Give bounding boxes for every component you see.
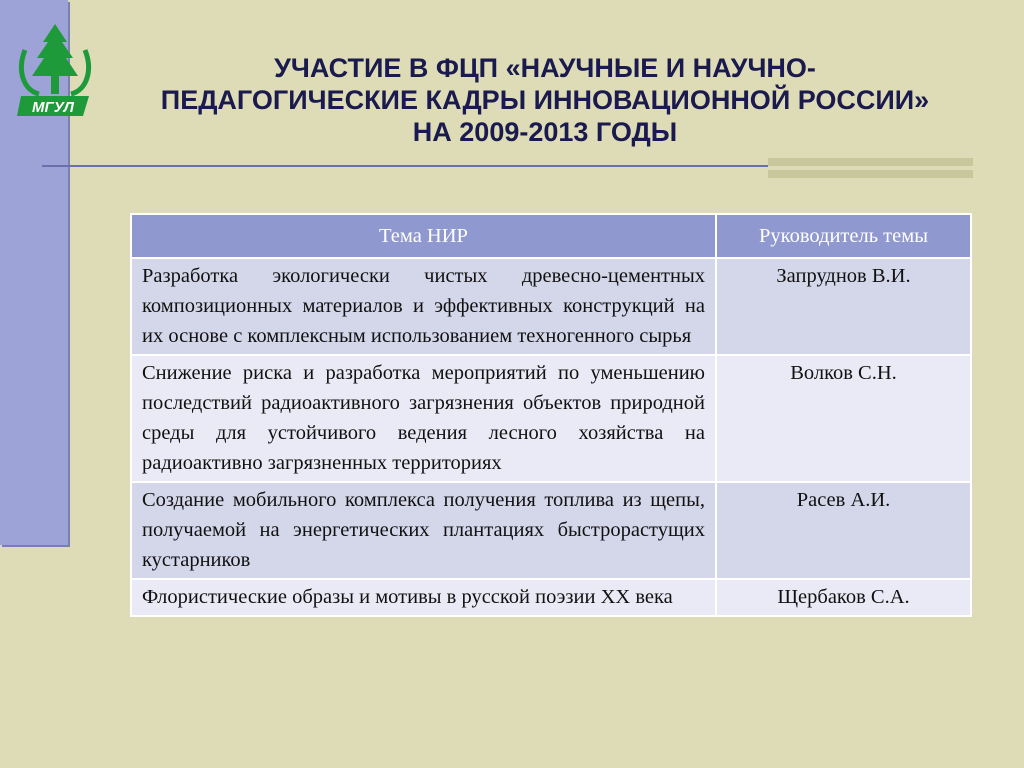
research-topics-table [130, 213, 972, 617]
decorative-stripes [768, 158, 973, 178]
topic-cell: Разработка экологически чистых древесно-цементных композиционных материалов и эффективных конструкций на их основе с комплексным использованием техногенного сырья [131, 258, 716, 355]
topic-cell: Снижение риска и разработка мероприятий по уменьшению последствий радиоактивного загрязнения объектов природной среды для устойчивого ведения лесного хозяйства на радиоактивно загрязненных территориях [131, 355, 716, 482]
leader-cell: Расев А.И. [716, 482, 971, 579]
topic-cell: Создание мобильного комплекса получения топлива из щепы, получаемой на энергетических плантациях быстрорастущих кустарников [131, 482, 716, 579]
table-row [131, 258, 971, 355]
mgul-logo-icon [15, 20, 95, 120]
logo-text: МГУЛ [32, 99, 74, 116]
table-row [131, 579, 971, 616]
table-row [131, 482, 971, 579]
table-row [131, 355, 971, 482]
title-line-1: УЧАСТИЕ В ФЦП «НАУЧНЫЕ И НАУЧНО- [274, 53, 816, 83]
topic-cell: Флористические образы и мотивы в русской поэзии XX века [131, 579, 716, 616]
title-line-3: НА 2009-2013 ГОДЫ [412, 117, 678, 147]
leader-cell: Запруднов В.И. [716, 258, 971, 355]
leader-cell: Волков С.Н. [716, 355, 971, 482]
table-header-row [131, 214, 971, 258]
header-leader: Руководитель темы [716, 214, 971, 258]
header-topic: Тема НИР [131, 214, 716, 258]
leader-cell: Щербаков С.А. [716, 579, 971, 616]
page-title [100, 52, 990, 148]
title-line-2: ПЕДАГОГИЧЕСКИЕ КАДРЫ ИННОВАЦИОННОЙ РОССИИ» [160, 85, 930, 115]
